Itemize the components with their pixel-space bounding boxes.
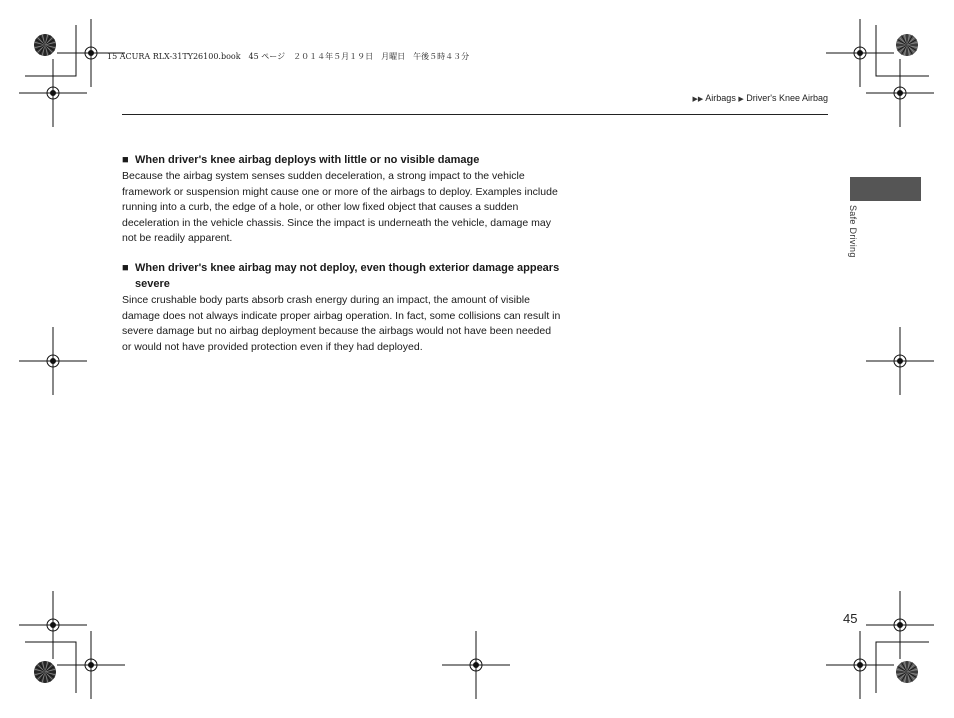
chapter-tab[interactable] <box>850 177 921 201</box>
color-rosette-icon <box>34 661 56 683</box>
page-number: 45 <box>843 611 858 626</box>
registration-target-icon <box>19 59 87 127</box>
chapter-tab-label: Safe Driving <box>848 205 858 258</box>
section-heading <box>122 260 562 292</box>
breadcrumb <box>693 93 829 103</box>
color-rosette-icon <box>34 34 56 56</box>
registration-target-icon <box>826 19 894 87</box>
section-heading-text: When driver's knee airbag may not deploy, even though exterior damage appears severe <box>135 262 560 290</box>
file-meta-line: 15 ACURA RLX-31TY26100.book 45 ページ ２０１４年５月１９日 月曜日 午後５時４３分 <box>107 52 470 61</box>
registration-target-icon <box>19 327 87 395</box>
color-rosette-icon <box>896 34 918 56</box>
section-heading-text: When driver's knee airbag deploys with little or no visible damage <box>135 154 480 166</box>
registration-target-icon <box>57 631 125 699</box>
section-heading <box>122 152 562 168</box>
section-may-not-deploy <box>122 260 562 355</box>
breadcrumb-item-knee-airbag[interactable]: Driver's Knee Airbag <box>746 93 828 103</box>
registration-target-icon <box>19 591 87 659</box>
section-deploys-little-damage <box>122 152 562 247</box>
color-rosette-icon <box>896 661 918 683</box>
breadcrumb-separator-icon: ▶ <box>738 96 744 103</box>
section-body: Since crushable body parts absorb crash energy during an impact, the amount of visible damage does not always indicate proper airbag operation. In fact, some collisions can result in severe damage but no airbag deployment because the airbags would not have been needed or would not have provided protection even if they had deployed. <box>122 294 561 353</box>
header-divider <box>122 114 828 115</box>
registration-target-icon <box>442 631 510 699</box>
square-bullet-icon: ■ <box>122 262 129 274</box>
registration-target-icon <box>826 631 894 699</box>
breadcrumb-item-airbags[interactable]: Airbags <box>705 93 736 103</box>
registration-target-icon <box>866 327 934 395</box>
breadcrumb-arrow-icon: ▶▶ <box>692 96 704 103</box>
square-bullet-icon: ■ <box>122 154 129 166</box>
section-body: Because the airbag system senses sudden deceleration, a strong impact to the vehicle framework or suspension might cause one or more of the airbags to deploy. Examples include running into a curb, the edge of a hole, or other low fixed object that causes a sudden deceleration in the vehicle chassis. Since the impact is underneath the vehicle, damage may not be readily apparent. <box>122 170 558 244</box>
